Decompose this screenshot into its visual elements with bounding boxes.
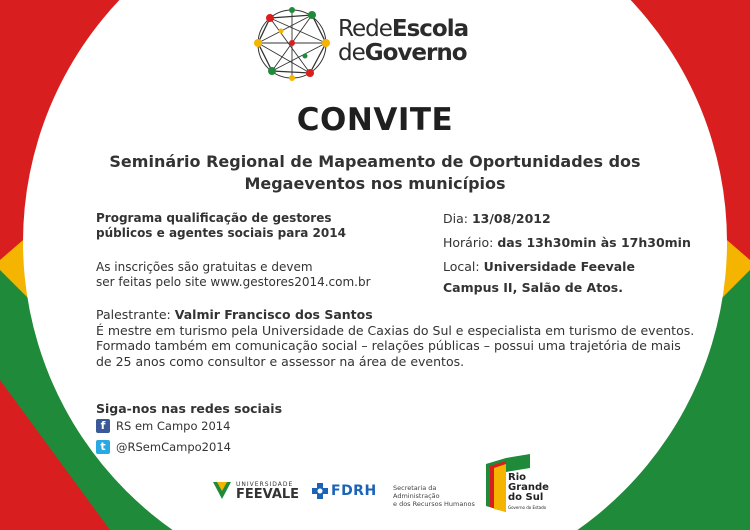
- speaker-heading: [96, 307, 706, 323]
- logo-text-de: de: [338, 40, 365, 66]
- rgs-line-1: Rio: [508, 472, 526, 483]
- fdrh-logo: [312, 483, 377, 499]
- facebook-icon: f: [96, 419, 110, 433]
- speaker-name: Valmir Francisco dos Santos: [174, 307, 373, 322]
- social-heading: Siga-nos nas redes sociais: [96, 401, 283, 416]
- speaker-bio-line-3: de 25 anos como consultor e assessor na área de eventos.: [96, 353, 465, 369]
- fdrh-emblem-icon: [312, 483, 328, 499]
- rgs-line-3: do Sul: [508, 492, 544, 503]
- globe-network-icon: [250, 3, 334, 85]
- date-value: 13/08/2012: [471, 211, 551, 226]
- subtitle-line-2: Megaeventos nos municípios: [244, 174, 506, 193]
- speaker-bio-line-2: Formado também em comunicação social – relações públicas – possui uma trajetória de mais: [96, 338, 681, 353]
- sarh-line-1: Secretaria da Administração: [393, 484, 440, 500]
- program-description: [96, 211, 396, 241]
- logo-text-governo: Governo: [364, 40, 467, 66]
- subtitle-line-1: Seminário Regional de Mapeamento de Oportunidades dos: [109, 152, 641, 171]
- event-subtitle: [80, 151, 670, 195]
- event-time: [443, 235, 691, 250]
- registration-line-1: As inscrições são gratuitas e devem: [96, 260, 313, 274]
- facebook-label: RS em Campo 2014: [116, 419, 231, 433]
- event-date: [443, 211, 551, 226]
- logo-text-escola: Escola: [391, 16, 469, 42]
- feevale-shield-icon: [212, 480, 232, 500]
- sarh-logo: [393, 484, 483, 508]
- twitter-icon: t: [96, 440, 110, 454]
- program-line-2: públicos e agentes sociais para 2014: [96, 226, 346, 240]
- speaker-section: [96, 307, 706, 369]
- place-label: Local:: [443, 259, 480, 274]
- sarh-line-2: e dos Recursos Humanos: [393, 500, 475, 508]
- twitter-link[interactable]: [96, 440, 231, 454]
- event-place: [443, 259, 635, 274]
- time-value: das 13h30min às 17h30min: [497, 235, 691, 250]
- rgs-line-2: Grande: [508, 482, 549, 493]
- registration-info: [96, 260, 406, 290]
- rgs-subtitle: Governo do Estado: [508, 505, 547, 510]
- time-label: Horário:: [443, 235, 494, 250]
- place-value-line-2: Campus II, Salão de Atos.: [443, 280, 623, 295]
- speaker-bio-line-1: É mestre em turismo pela Universidade de Caxias do Sul e especialista em turismo de eventos.: [96, 322, 695, 338]
- feevale-logo: [212, 480, 299, 500]
- program-line-1: Programa qualificação de gestores: [96, 211, 332, 225]
- registration-line-2: ser feitas pelo site www.gestores2014.com.br: [96, 275, 371, 289]
- twitter-label: @RSemCampo2014: [116, 440, 231, 454]
- event-place-line-2: [443, 280, 623, 295]
- fdrh-label: FDRH: [331, 483, 377, 499]
- logo-text-rede: Rede: [338, 16, 392, 42]
- feevale-label-bottom: FEEVALE: [236, 487, 300, 502]
- speaker-label: Palestrante:: [96, 307, 171, 322]
- invitation-title: CONVITE: [296, 102, 454, 138]
- place-value: Universidade Feevale: [483, 259, 635, 274]
- date-label: Dia:: [443, 211, 468, 226]
- rede-escola-logo: [250, 3, 500, 85]
- facebook-link[interactable]: [96, 419, 230, 433]
- feevale-label-top: UNIVERSIDADE: [236, 481, 294, 488]
- rio-grande-do-sul-logo: [486, 454, 548, 512]
